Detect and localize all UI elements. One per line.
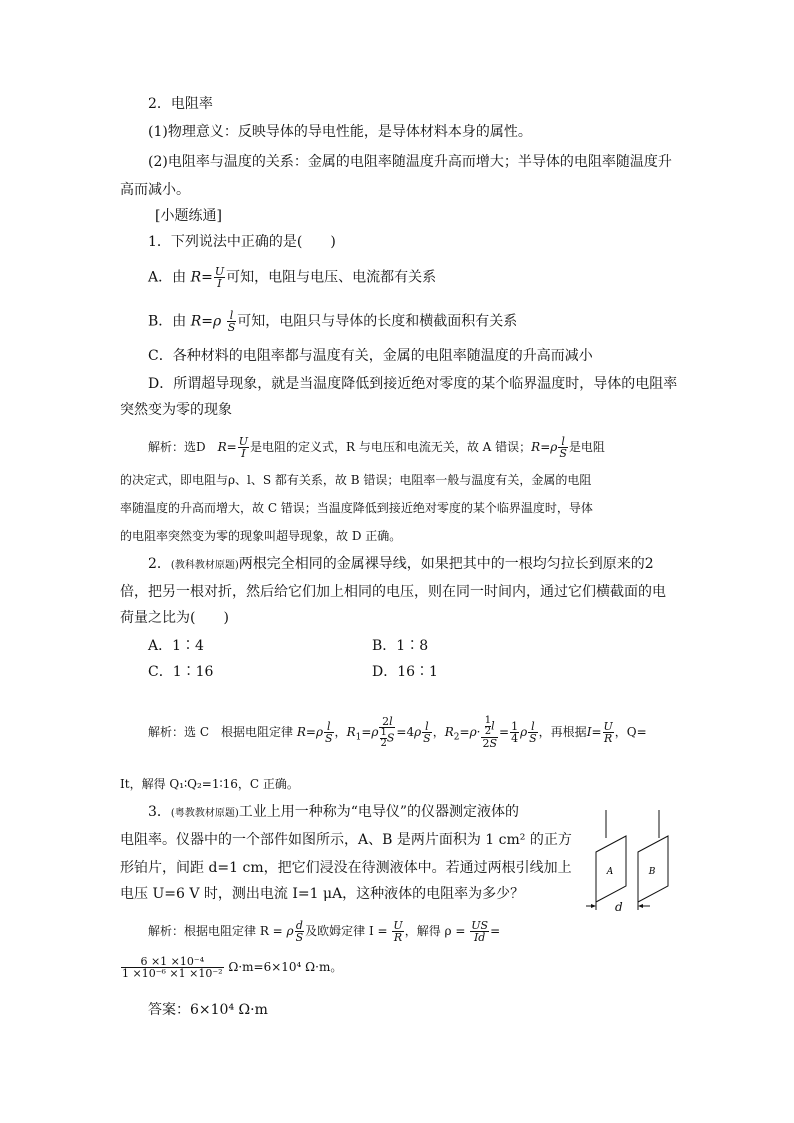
practice-title: [小题练通] bbox=[155, 208, 222, 224]
question-stem-cont: 电阻率。仪器中的一个部件如图所示，A、B 是两片面积为 1 cm² 的正方 bbox=[120, 832, 572, 848]
solution-line: It，解得 Q₁∶Q₂=1∶16，C 正确。 bbox=[120, 777, 299, 791]
arrowhead-left bbox=[591, 904, 596, 908]
solution-line: 解析：根据电阻定律 R = ρ $\frac{d}{S}$ 及欧姆定律 I = $\frac{U}{R}$ ，解得 ρ = $\frac{US}{Id}$ = bbox=[148, 919, 501, 944]
answer-line: 答案：6×10⁴ Ω·m bbox=[148, 1002, 268, 1018]
plate-b-label: B bbox=[648, 867, 656, 877]
question-stem-cont: 形铂片，间距 d=1 cm，把它们浸没在待测液体中。若通过两根引线加上 bbox=[120, 860, 572, 876]
solution-line: 解析：选D R= $\frac{U}{I}$ 是电阻的定义式，R 与电压和电流无关，故 A 错误；R=ρ $\frac{l}{S}$ 是电阻 bbox=[148, 435, 605, 460]
source-tag: (粤教教材原题) bbox=[170, 808, 239, 819]
calculation-line: $\frac{\text{6 ×1 ×10⁻⁴}}{\text{1 ×10⁻⁶ ×1 ×10⁻²}}$ Ω·m=6×10⁴ Ω·m。 bbox=[122, 955, 343, 980]
paragraph: (2)电阻率与温度的关系：金属的电阻率随温度升高而增大；半导体的电阻率随温度升 bbox=[148, 154, 672, 170]
source-tag: (教科教材原题) bbox=[170, 560, 239, 571]
question-stem-cont: 倍，把另一根对折，然后给它们加上相同的电压，则在同一时间内，通过它们横截面的电 bbox=[120, 584, 666, 600]
solution-line: 的电阻率突然变为零的现象叫超导现象，故 D 正确。 bbox=[120, 529, 402, 543]
option-d: D．所谓超导现象，就是当温度降低到接近绝对零度的某个临界温度时，导体的电阻率 bbox=[148, 376, 678, 392]
option-d: D．16∶1 bbox=[372, 664, 438, 680]
question-stem-cont: 电压 U=6 V 时，测出电流 I=1 μA，这种液体的电阻率为多少？ bbox=[120, 886, 525, 902]
question-stem: 3．(粤教教材原题)工业上用一种称为“电导仪”的仪器测定液体的 bbox=[148, 804, 520, 820]
option-a: A．由 R= $\frac{U}{I}$ 可知，电阻与电压、电流都有关系 bbox=[148, 265, 437, 290]
option-b: B．1∶8 bbox=[372, 638, 429, 654]
solution-line: 解析：选 C 根据电阻定律 R=ρ $\frac{l}{S}$ ，$R_1=\rho$ 2l $\frac{1}{2}$ S =4ρ $\frac{l}{S}$ ，$R_2=\rho\cdot$ $\frac{1}{2}$ l 2S = $\frac{1}{4}$ ρ $\frac{l}{S}$ ，再根据I= $\frac{U}{R}$ ，Q= bbox=[148, 715, 647, 750]
section-heading: 2．电阻率 bbox=[148, 96, 213, 112]
question-stem: 1．下列说法中正确的是( ) bbox=[148, 234, 336, 250]
arrowhead-right bbox=[638, 904, 643, 908]
dimension-label-d: d bbox=[615, 900, 623, 914]
option-c: C．1∶16 bbox=[148, 664, 214, 680]
option-d-cont: 突然变为零的现象 bbox=[120, 402, 232, 418]
option-c: C．各种材料的电阻率都与温度有关，金属的电阻率随温度的升高而减小 bbox=[148, 348, 593, 364]
plate-a-label: A bbox=[606, 867, 614, 877]
solution-line: 率随温度的升高而增大，故 C 错误；当温度降低到接近绝对零度的某个临界温度时，导体 bbox=[120, 501, 593, 515]
question-stem-cont: 荷量之比为( ) bbox=[120, 610, 229, 626]
plates-figure bbox=[584, 808, 684, 912]
paragraph: (1)物理意义：反映导体的导电性能，是导体材料本身的属性。 bbox=[148, 124, 532, 140]
paragraph: 高而减小。 bbox=[120, 182, 190, 198]
option-a: A．1∶4 bbox=[148, 638, 204, 654]
solution-line: 的决定式，即电阻与ρ、l、S 都有关系，故 B 错误；电阻率一般与温度有关，金属的电阻 bbox=[120, 473, 592, 487]
question-stem: 2．(教科教材原题)两根完全相同的金属裸导线，如果把其中的一根均匀拉长到原来的2 bbox=[148, 556, 654, 572]
option-b: B．由 R=ρ $\frac{l}{S}$ 可知，电阻只与导体的长度和横截面积有关系 bbox=[148, 309, 518, 334]
